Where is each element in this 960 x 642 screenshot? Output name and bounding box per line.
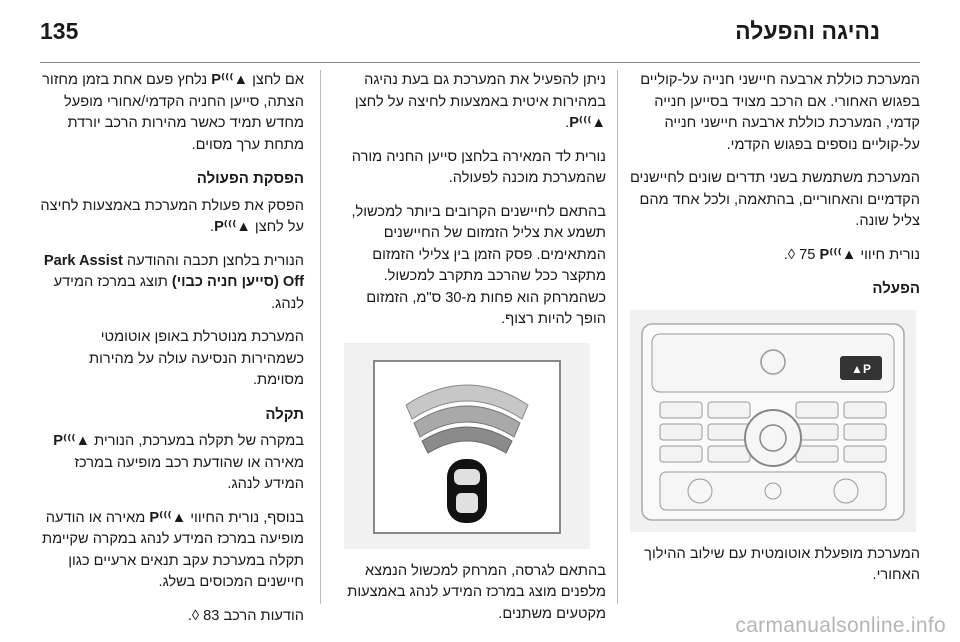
paragraph: המערכת כוללת ארבעה חיישני חנייה על-קוליים בפגוש האחורי. אם הרכב מצויד בסייען חנייה קדמי, המערכת כוללת ארבעה חיישני חנייה על-קוליים נוספים בפגוש הקדמי. (640, 72, 920, 153)
column-divider (320, 70, 321, 604)
park-assist-icon: P⁽⁽⁽▲ (149, 509, 187, 526)
section-heading: תקלה (265, 405, 304, 423)
watermark: carmanualsonline.info (735, 614, 946, 637)
park-assist-icon: P⁽⁽⁽▲ (214, 219, 251, 235)
paragraph: הפסק את פעולת המערכת באמצעות לחיצה על לחצן P⁽⁽⁽▲. (40, 196, 304, 239)
section-title: נהיגה והפעלה (735, 18, 880, 44)
paragraph: בנוסף, נורית החיווי P⁽⁽⁽▲ מאירה או הודעה מופיעה במרכז המידע לנהג במקרה שקיימת תקלה במערכת עקב תנאים ארעיים כגון חיישנים המכוסים בשלג. (42, 509, 304, 590)
park-assist-icon: P⁽⁽⁽▲ (819, 246, 857, 263)
paragraph: המערכת משתמשת בשני תדרים שונים לחיישנים הקדמיים והאחוריים, בהתאמה, ולכל אחד מהם צליל שונה. (629, 170, 920, 229)
svg-text:P▲: P▲ (851, 361, 871, 376)
message-text: Park Assist Off (43, 252, 304, 290)
figure-caption: המערכת מופעלת אוטומטית עם שילוב ההילוך האחורי. (644, 545, 920, 583)
paragraph: בהתאם לגרסה, המרחק למכשול הנמצא מלפנים מוצג במרכז המידע לנהג באמצעות מקטעים משתנים. (347, 562, 606, 622)
header-rule (40, 62, 920, 63)
column-middle (334, 70, 606, 637)
park-assist-icon: P⁽⁽⁽▲ (211, 72, 249, 88)
paragraph: הנורית בלחצן תכבה וההודעה Park Assist Off (סייען חניה כבוי) תוצג במרכז המידע לנהג. (43, 252, 304, 312)
section-heading: הפסקת הפעולה (196, 170, 304, 187)
paragraph: המערכת מנוטרלת באופן אוטומטי כשמהירות הנסיעה עולה על מהירות מסוימת. (89, 329, 304, 388)
paragraph: נורית חיווי P⁽⁽⁽▲ 75 ◊. (628, 245, 920, 267)
park-assist-icon: P⁽⁽⁽▲ (53, 433, 91, 449)
column-left (40, 70, 304, 639)
page-number: 135 (40, 18, 79, 44)
paragraph: בהתאם לחיישנים הקרובים ביותר למכשול, תשמע את צליל הזמזום של החיישנים המתאימים. פסק הזמן בין צלילי הזמזום מתקצר ככל שהרכב מתקרב למכשול. כשהמרחק הוא פחות מ-30 ס"מ, הזמזום הופך להיות רצוף. (351, 203, 606, 327)
console-figure (630, 310, 916, 532)
paragraph: אם לחצן P⁽⁽⁽▲ נלחץ פעם אחת בזמן מחזור הצתה, סייען החניה הקדמי/אחורי מופעל מחדש תמיד כאשר מהירות הרכב יורדת מתחת ערך מסוים. (42, 72, 304, 153)
column-divider (617, 70, 618, 604)
page-header (40, 14, 920, 54)
paragraph: הודעות הרכב 83 ◊. (187, 607, 304, 624)
paragraph: ניתן להפעיל את המערכת גם בעת נהיגה במהירות איטית באמצעות לחיצה על לחצן P⁽⁽⁽▲. (334, 70, 606, 135)
section-heading: הפעלה (872, 280, 920, 297)
park-assist-icon: P⁽⁽⁽▲ (569, 115, 606, 131)
paragraph: נורית לד המאירה בלחצן סייען החניה מורה שהמערכת מוכנה לפעולה. (351, 148, 606, 186)
paragraph: במקרה של תקלה במערכת, הנורית P⁽⁽⁽▲ מאירה או שהודעת רכב מופיעה במרכז המידע לנהג. (53, 433, 304, 492)
distance-display-figure (344, 343, 590, 549)
column-right (628, 70, 920, 599)
